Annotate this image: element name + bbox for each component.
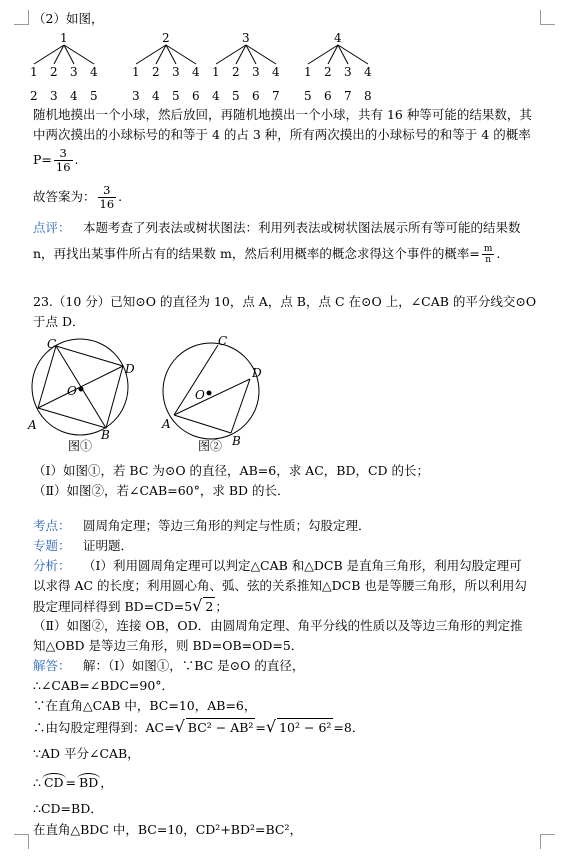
subquestion-2: （Ⅱ）如图②，若∠CAB=60°，求 BD 的长． [33,483,290,498]
tree-mid-node: 1 [212,65,220,79]
fenxi-line2: 以求得 AC 的长度；利用圆心角、弧、弦的关系推知△DCB 也是等腰三角形，所以利用勾 [33,578,527,593]
tree-leaf-sum: 5 [232,89,240,103]
tree-mid-node: 1 [304,65,312,79]
subquestion-1: （Ⅰ）如图①，若 BC 为⊙O 的直径，AB=6，求 AC，BD，CD 的长； [33,463,430,478]
comment-line1: 点评： 本题考查了列表法或树状图法：利用列表法或树状图法展示所有等可能的结果数 [33,220,521,235]
tree-leaf-sum: 5 [304,89,312,103]
tree-root: 4 [334,31,342,45]
solution-line5: ∵AD 平分∠CAB， [33,746,140,761]
svg-text:O: O [67,384,77,398]
tree-leaf-sum: 6 [324,89,332,103]
probability-line: P= $\frac{3}{16}$ . [33,146,79,174]
jieda-line1: 解答： 解：（Ⅰ）如图①，∵BC 是⊙O 的直径， [33,658,305,673]
tree-mid-node: 3 [172,65,180,79]
arc-cd: CD [43,775,64,790]
tree-leaf-sum: 7 [344,89,352,103]
tree-leaf-sum: 6 [252,89,260,103]
figure-2 [161,334,262,448]
fenxi-line5: 知△OBD 是等边三角形，则 BD=OB=OD=5． [33,638,304,653]
solution-line6: ∴ CD = BD ， [33,775,113,790]
tree-mid-node: 3 [344,65,352,79]
tree-leaf-sum: 4 [152,89,160,103]
q23-line2: 于点 D． [33,314,85,329]
tree-mid-node: 4 [192,65,200,79]
svg-text:A: A [28,418,37,432]
tree-root: 1 [60,31,68,45]
tree-mid-node: 3 [252,65,260,79]
tree-mid-node: 1 [132,65,140,79]
tree-mid-node: 4 [272,65,280,79]
fenxi-line4: （Ⅱ）如图②，连接 OB，OD．由圆周角定理、角平分线的性质以及等边三角形的判定推 [33,618,523,633]
svg-text:A: A [162,417,171,431]
tree-leaf-sum: 5 [172,89,180,103]
figure-2-caption: 图② [198,439,223,453]
tree-leaf-sum: 6 [192,89,200,103]
figure-1-caption: 图① [68,439,93,453]
tree-mid-node: 4 [90,65,98,79]
solution-line4: ∴由勾股定理得到：AC=√ BC² − AB² =√ 10² − 6² =8． [33,717,365,736]
tree-diagrams [0,30,569,110]
tree-leaf-sum: 7 [272,89,280,103]
answer-line: 故答案为： $\frac{3}{16}$ . [33,183,123,211]
part2-header: （2）如图， [33,11,104,26]
tree-root: 2 [162,31,170,45]
kaodian-line: 考点： 圆周角定理；等边三角形的判定与性质；勾股定理． [33,518,371,533]
solution-line8: 在直角△BDC 中，BC=10，CD²+BD²=BC²， [33,822,302,837]
svg-text:D: D [252,366,262,380]
tree-mid-node: 2 [324,65,332,79]
solution-line7: ∴CD=BD． [33,801,103,816]
q23-line1: 23.（10 分）已知⊙O 的直径为 10，点 A，点 B，点 C 在⊙O 上，∠CAB 的平分线交⊙O [33,294,537,309]
tree-mid-node: 2 [152,65,160,79]
svg-text:D: D [125,362,135,376]
tree-leaf-sum: 5 [90,89,98,103]
tree-mid-node: 2 [232,65,240,79]
answer-fraction: $\frac{3}{16}$ [99,183,115,211]
solution-line3: ∵在直角△CAB 中，BC=10，AB=6， [33,698,257,713]
tree-mid-node: 3 [70,65,78,79]
arc-bd: BD [79,775,99,790]
svg-text:C: C [47,337,57,351]
comment-line2: n，再找出某事件所占有的结果数 m，然后利用概率的概念求得这个事件的概率= $\frac{m}{n}$ . [33,244,501,265]
para1-line2: 中两次摸出的小球标号的和等于 4 的占 3 种，所有两次摸出的小球标号的和等于 4 的概率 [33,127,531,142]
fenxi-line1: 分析： （Ⅰ）利用圆周角定理可以判定△CAB 和△DCB 是直角三角形，利用勾股定理可 [33,558,522,573]
svg-text:O: O [195,388,205,402]
zhuanti-line: 专题： 证明题． [33,538,134,553]
tree-root: 3 [242,31,250,45]
comment-label: 点评： [33,220,71,235]
svg-text:B: B [232,434,241,448]
fraction: $\frac{3}{16}$ [55,146,71,174]
solution-line2: ∴∠CAB=∠BDC=90°． [33,678,175,693]
figure-1 [27,337,135,442]
tree-leaf-sum: 4 [70,89,78,103]
tree-leaf-sum: 3 [132,89,140,103]
svg-text:B: B [101,428,110,442]
tree-mid-node: 4 [364,65,372,79]
tree-mid-node: 2 [50,65,58,79]
svg-text:C: C [218,334,228,348]
tree-leaf-sum: 8 [364,89,372,103]
tree-leaf-sum: 4 [212,89,220,103]
tree-mid-node: 1 [30,65,38,79]
tree-leaf-sum: 3 [50,89,58,103]
fenxi-line3: 股定理同样得到 BD=CD=5√ 2 ； [33,596,228,615]
para1-line1: 随机地摸出一个小球，然后放回，再随机地摸出一个小球，共有 16 种等可能的结果数，其 [33,107,532,122]
tree-leaf-sum: 2 [30,89,38,103]
